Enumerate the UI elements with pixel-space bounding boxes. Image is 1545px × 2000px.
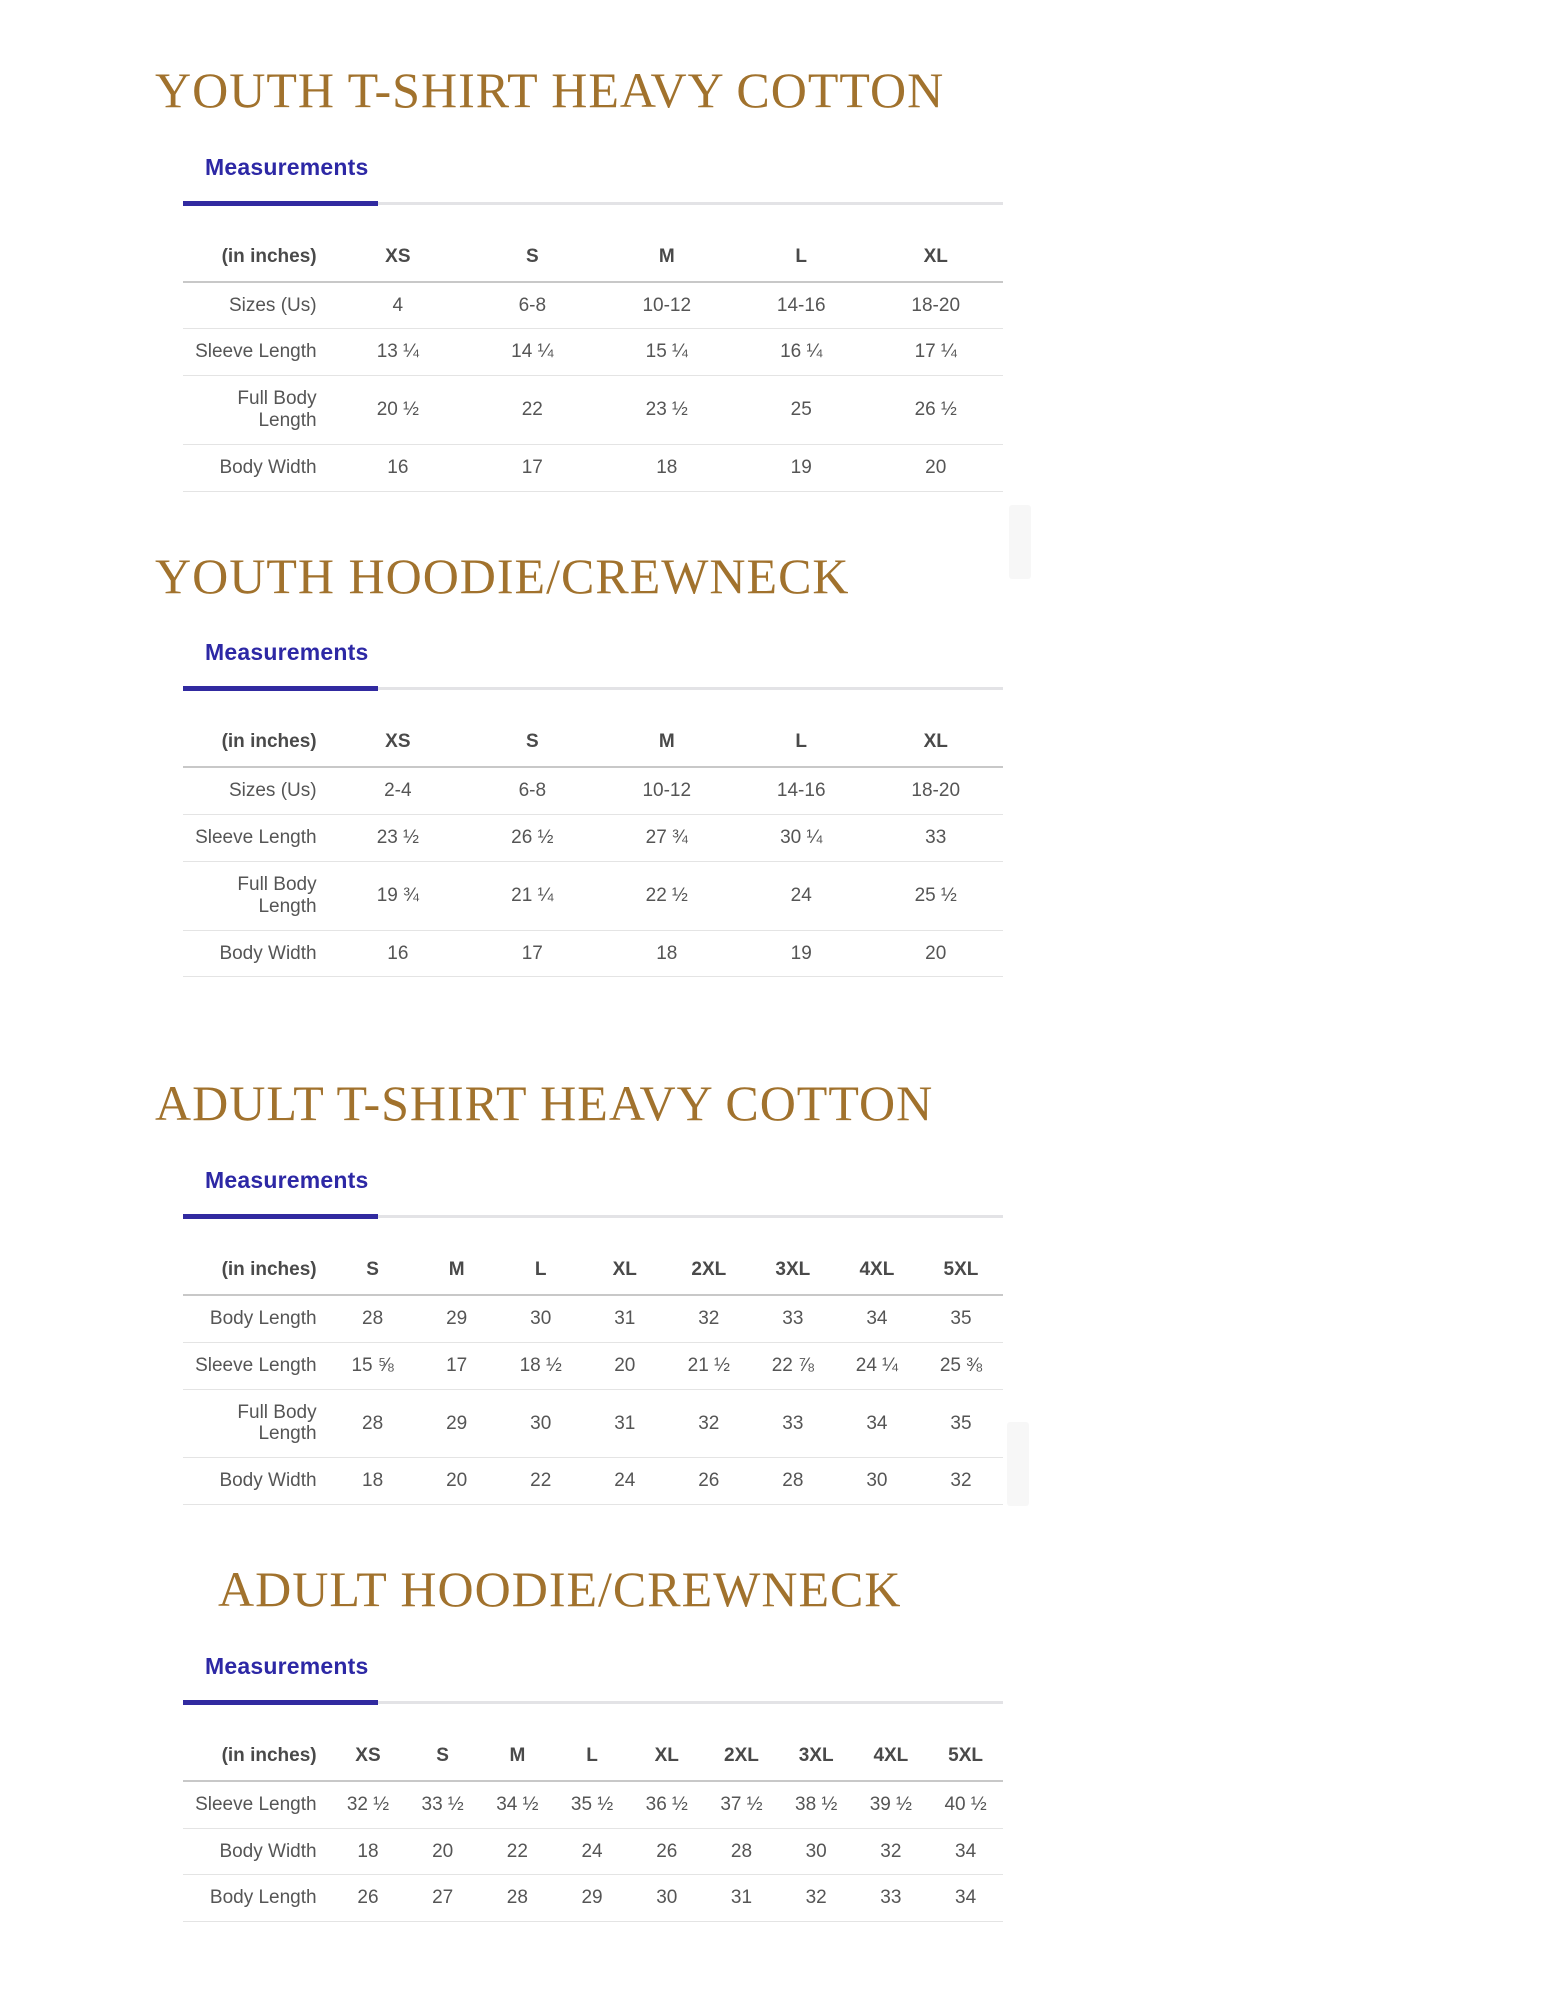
measurement-value: 32: [854, 1828, 929, 1875]
table-row: [183, 329, 1003, 376]
unit-label: (in inches): [183, 231, 331, 282]
table-row: [183, 444, 1003, 491]
table-row: [183, 815, 1003, 862]
size-column-header: XS: [331, 716, 465, 767]
measurement-value: 31: [583, 1295, 667, 1342]
measurement-value: 33 ½: [405, 1781, 480, 1828]
size-table: [183, 231, 1003, 492]
table-row: [183, 861, 1003, 930]
row-label: Body Length: [183, 1875, 331, 1922]
size-column-header: 3XL: [751, 1244, 835, 1295]
measurement-value: 20: [868, 930, 1003, 977]
measurement-value: 30: [835, 1458, 919, 1505]
table-row: [183, 1875, 1003, 1922]
measurement-value: 18: [331, 1458, 415, 1505]
measurements-tab[interactable]: Measurements: [205, 639, 369, 666]
table-header-row: [183, 231, 1003, 282]
measurement-value: 20 ½: [331, 376, 465, 445]
measurement-value: 19: [734, 444, 868, 491]
row-label: Sleeve Length: [183, 815, 331, 862]
measurement-value: 29: [555, 1875, 630, 1922]
measurement-value: 17 ¼: [868, 329, 1003, 376]
measurements-tab-bar: [183, 1167, 1003, 1218]
size-table: [183, 1730, 1003, 1923]
size-column-header: 4XL: [835, 1244, 919, 1295]
measurement-value: 33: [868, 815, 1003, 862]
measurement-value: 24: [555, 1828, 630, 1875]
measurement-value: 28: [704, 1828, 779, 1875]
measurement-value: 34: [928, 1828, 1003, 1875]
measurement-value: 19: [734, 930, 868, 977]
row-label: Sleeve Length: [183, 1342, 331, 1389]
table-row: [183, 1295, 1003, 1342]
measurement-value: 10-12: [600, 767, 734, 814]
measurement-value: 29: [415, 1389, 499, 1458]
size-column-header: L: [734, 231, 868, 282]
measurement-value: 16: [331, 444, 465, 491]
measurement-value: 32: [667, 1295, 751, 1342]
table-row: [183, 1342, 1003, 1389]
measurement-value: 18: [331, 1828, 406, 1875]
measurement-value: 20: [868, 444, 1003, 491]
size-chart-section: [0, 548, 1545, 978]
section-title: ADULT HOODIE/CREWNECK: [218, 1561, 902, 1618]
measurement-value: 20: [583, 1342, 667, 1389]
measurements-tab-bar: [183, 154, 1003, 205]
measurement-value: 34: [835, 1295, 919, 1342]
unit-label: (in inches): [183, 1244, 331, 1295]
tab-active-underline: [183, 201, 378, 206]
size-column-header: M: [480, 1730, 555, 1781]
measurement-value: 18: [600, 930, 734, 977]
measurement-value: 29: [415, 1295, 499, 1342]
size-column-header: 5XL: [928, 1730, 1003, 1781]
measurement-value: 2-4: [331, 767, 465, 814]
size-table: [183, 1244, 1003, 1505]
measurement-value: 27: [405, 1875, 480, 1922]
size-column-header: L: [499, 1244, 583, 1295]
measurements-tab[interactable]: Measurements: [205, 153, 369, 180]
size-column-header: M: [600, 716, 734, 767]
size-column-header: S: [465, 716, 599, 767]
size-column-header: S: [331, 1244, 415, 1295]
measurement-value: 24: [583, 1458, 667, 1505]
size-table: [183, 716, 1003, 977]
measurement-value: 19 ¾: [331, 861, 465, 930]
measurement-value: 25 ½: [868, 861, 1003, 930]
measurement-value: 33: [751, 1295, 835, 1342]
measurement-value: 16: [331, 930, 465, 977]
row-label: Full Body Length: [183, 861, 331, 930]
row-label: Full Body Length: [183, 1389, 331, 1458]
measurement-value: 24: [734, 861, 868, 930]
measurement-value: 30: [629, 1875, 704, 1922]
measurement-value: 32: [667, 1389, 751, 1458]
scrollbar-thumb[interactable]: [1007, 1422, 1029, 1506]
measurement-value: 26 ½: [465, 815, 599, 862]
table-row: [183, 376, 1003, 445]
tab-active-underline: [183, 686, 378, 691]
tab-underline-track: [183, 687, 1003, 690]
measurement-value: 28: [331, 1295, 415, 1342]
section-title: YOUTH T-SHIRT HEAVY COTTON: [155, 62, 945, 118]
measurement-value: 31: [704, 1875, 779, 1922]
size-column-header: 2XL: [704, 1730, 779, 1781]
row-label: Body Width: [183, 930, 331, 977]
measurement-value: 37 ½: [704, 1781, 779, 1828]
measurement-value: 14-16: [734, 282, 868, 329]
section-title: YOUTH HOODIE/CREWNECK: [155, 547, 850, 604]
measurement-value: 28: [331, 1389, 415, 1458]
measurement-value: 26: [331, 1875, 406, 1922]
measurement-value: 23 ½: [331, 815, 465, 862]
measurement-value: 13 ¼: [331, 329, 465, 376]
measurement-value: 10-12: [600, 282, 734, 329]
measurement-value: 17: [415, 1342, 499, 1389]
measurement-value: 33: [854, 1875, 929, 1922]
size-column-header: M: [415, 1244, 499, 1295]
measurement-value: 18: [600, 444, 734, 491]
measurement-value: 24 ¼: [835, 1342, 919, 1389]
measurement-value: 32: [779, 1875, 854, 1922]
tab-active-underline: [183, 1700, 378, 1705]
measurement-value: 18-20: [868, 282, 1003, 329]
section-title: ADULT T-SHIRT HEAVY COTTON: [155, 1075, 934, 1132]
measurement-value: 25 ⅜: [919, 1342, 1003, 1389]
measurement-value: 32: [919, 1458, 1003, 1505]
measurement-value: 14 ¼: [465, 329, 599, 376]
measurement-value: 30: [779, 1828, 854, 1875]
row-label: Sizes (Us): [183, 282, 331, 329]
measurement-value: 6-8: [465, 282, 599, 329]
row-label: Body Length: [183, 1295, 331, 1342]
measurement-value: 34: [835, 1389, 919, 1458]
unit-label: (in inches): [183, 716, 331, 767]
measurement-value: 18-20: [868, 767, 1003, 814]
measurement-value: 22 ½: [600, 861, 734, 930]
measurement-value: 30 ¼: [734, 815, 868, 862]
measurement-value: 16 ¼: [734, 329, 868, 376]
measurement-value: 20: [415, 1458, 499, 1505]
measurement-value: 22 ⅞: [751, 1342, 835, 1389]
size-chart-section: [0, 1075, 1545, 1505]
size-column-header: 5XL: [919, 1244, 1003, 1295]
size-column-header: M: [600, 231, 734, 282]
measurements-tab-bar: [183, 639, 1003, 690]
measurement-value: 39 ½: [854, 1781, 929, 1828]
measurement-value: 28: [480, 1875, 555, 1922]
table-row: [183, 1781, 1003, 1828]
measurement-value: 26 ½: [868, 376, 1003, 445]
size-column-header: XS: [331, 231, 465, 282]
measurement-value: 26: [667, 1458, 751, 1505]
row-label: Sleeve Length: [183, 1781, 331, 1828]
row-label: Full Body Length: [183, 376, 331, 445]
measurement-value: 15 ⅝: [331, 1342, 415, 1389]
measurement-value: 6-8: [465, 767, 599, 814]
size-column-header: S: [405, 1730, 480, 1781]
measurement-value: 33: [751, 1389, 835, 1458]
size-column-header: 4XL: [854, 1730, 929, 1781]
size-column-header: XL: [629, 1730, 704, 1781]
table-row: [183, 767, 1003, 814]
size-column-header: 3XL: [779, 1730, 854, 1781]
row-label: Sizes (Us): [183, 767, 331, 814]
measurement-value: 22: [465, 376, 599, 445]
measurement-value: 31: [583, 1389, 667, 1458]
measurements-tab-bar: [183, 1653, 1003, 1704]
unit-label: (in inches): [183, 1730, 331, 1781]
table-row: [183, 1458, 1003, 1505]
measurement-value: 35: [919, 1295, 1003, 1342]
measurement-value: 22: [499, 1458, 583, 1505]
table-row: [183, 930, 1003, 977]
measurement-value: 28: [751, 1458, 835, 1505]
tab-underline-track: [183, 1215, 1003, 1218]
tab-underline-track: [183, 202, 1003, 205]
measurement-value: 34: [928, 1875, 1003, 1922]
scrollbar-thumb[interactable]: [1009, 505, 1031, 579]
measurement-value: 27 ¾: [600, 815, 734, 862]
measurement-value: 30: [499, 1295, 583, 1342]
measurement-value: 17: [465, 444, 599, 491]
table-row: [183, 1389, 1003, 1458]
table-header-row: [183, 716, 1003, 767]
row-label: Body Width: [183, 444, 331, 491]
size-column-header: XL: [583, 1244, 667, 1295]
measurement-value: 40 ½: [928, 1781, 1003, 1828]
measurement-value: 30: [499, 1389, 583, 1458]
measurement-value: 32 ½: [331, 1781, 406, 1828]
measurement-value: 20: [405, 1828, 480, 1875]
measurement-value: 26: [629, 1828, 704, 1875]
measurement-value: 14-16: [734, 767, 868, 814]
size-column-header: 2XL: [667, 1244, 751, 1295]
size-chart-section: [0, 62, 1545, 492]
measurement-value: 22: [480, 1828, 555, 1875]
tab-underline-track: [183, 1701, 1003, 1704]
measurement-value: 35: [919, 1389, 1003, 1458]
measurement-value: 25: [734, 376, 868, 445]
row-label: Body Width: [183, 1458, 331, 1505]
row-label: Body Width: [183, 1828, 331, 1875]
measurement-value: 21 ¼: [465, 861, 599, 930]
table-header-row: [183, 1244, 1003, 1295]
measurement-value: 35 ½: [555, 1781, 630, 1828]
size-column-header: XL: [868, 231, 1003, 282]
tab-active-underline: [183, 1214, 378, 1219]
size-column-header: L: [555, 1730, 630, 1781]
measurement-value: 34 ½: [480, 1781, 555, 1828]
measurement-value: 18 ½: [499, 1342, 583, 1389]
measurements-tab[interactable]: Measurements: [205, 1166, 369, 1193]
measurement-value: 23 ½: [600, 376, 734, 445]
row-label: Sleeve Length: [183, 329, 331, 376]
size-column-header: S: [465, 231, 599, 282]
measurement-value: 21 ½: [667, 1342, 751, 1389]
measurement-value: 17: [465, 930, 599, 977]
size-chart-section: [0, 1561, 1545, 1922]
table-row: [183, 1828, 1003, 1875]
table-row: [183, 282, 1003, 329]
measurement-value: 38 ½: [779, 1781, 854, 1828]
measurement-value: 4: [331, 282, 465, 329]
measurements-tab[interactable]: Measurements: [205, 1652, 369, 1679]
table-header-row: [183, 1730, 1003, 1781]
measurement-value: 15 ¼: [600, 329, 734, 376]
size-column-header: L: [734, 716, 868, 767]
measurement-value: 36 ½: [629, 1781, 704, 1828]
size-column-header: XS: [331, 1730, 406, 1781]
size-column-header: XL: [868, 716, 1003, 767]
